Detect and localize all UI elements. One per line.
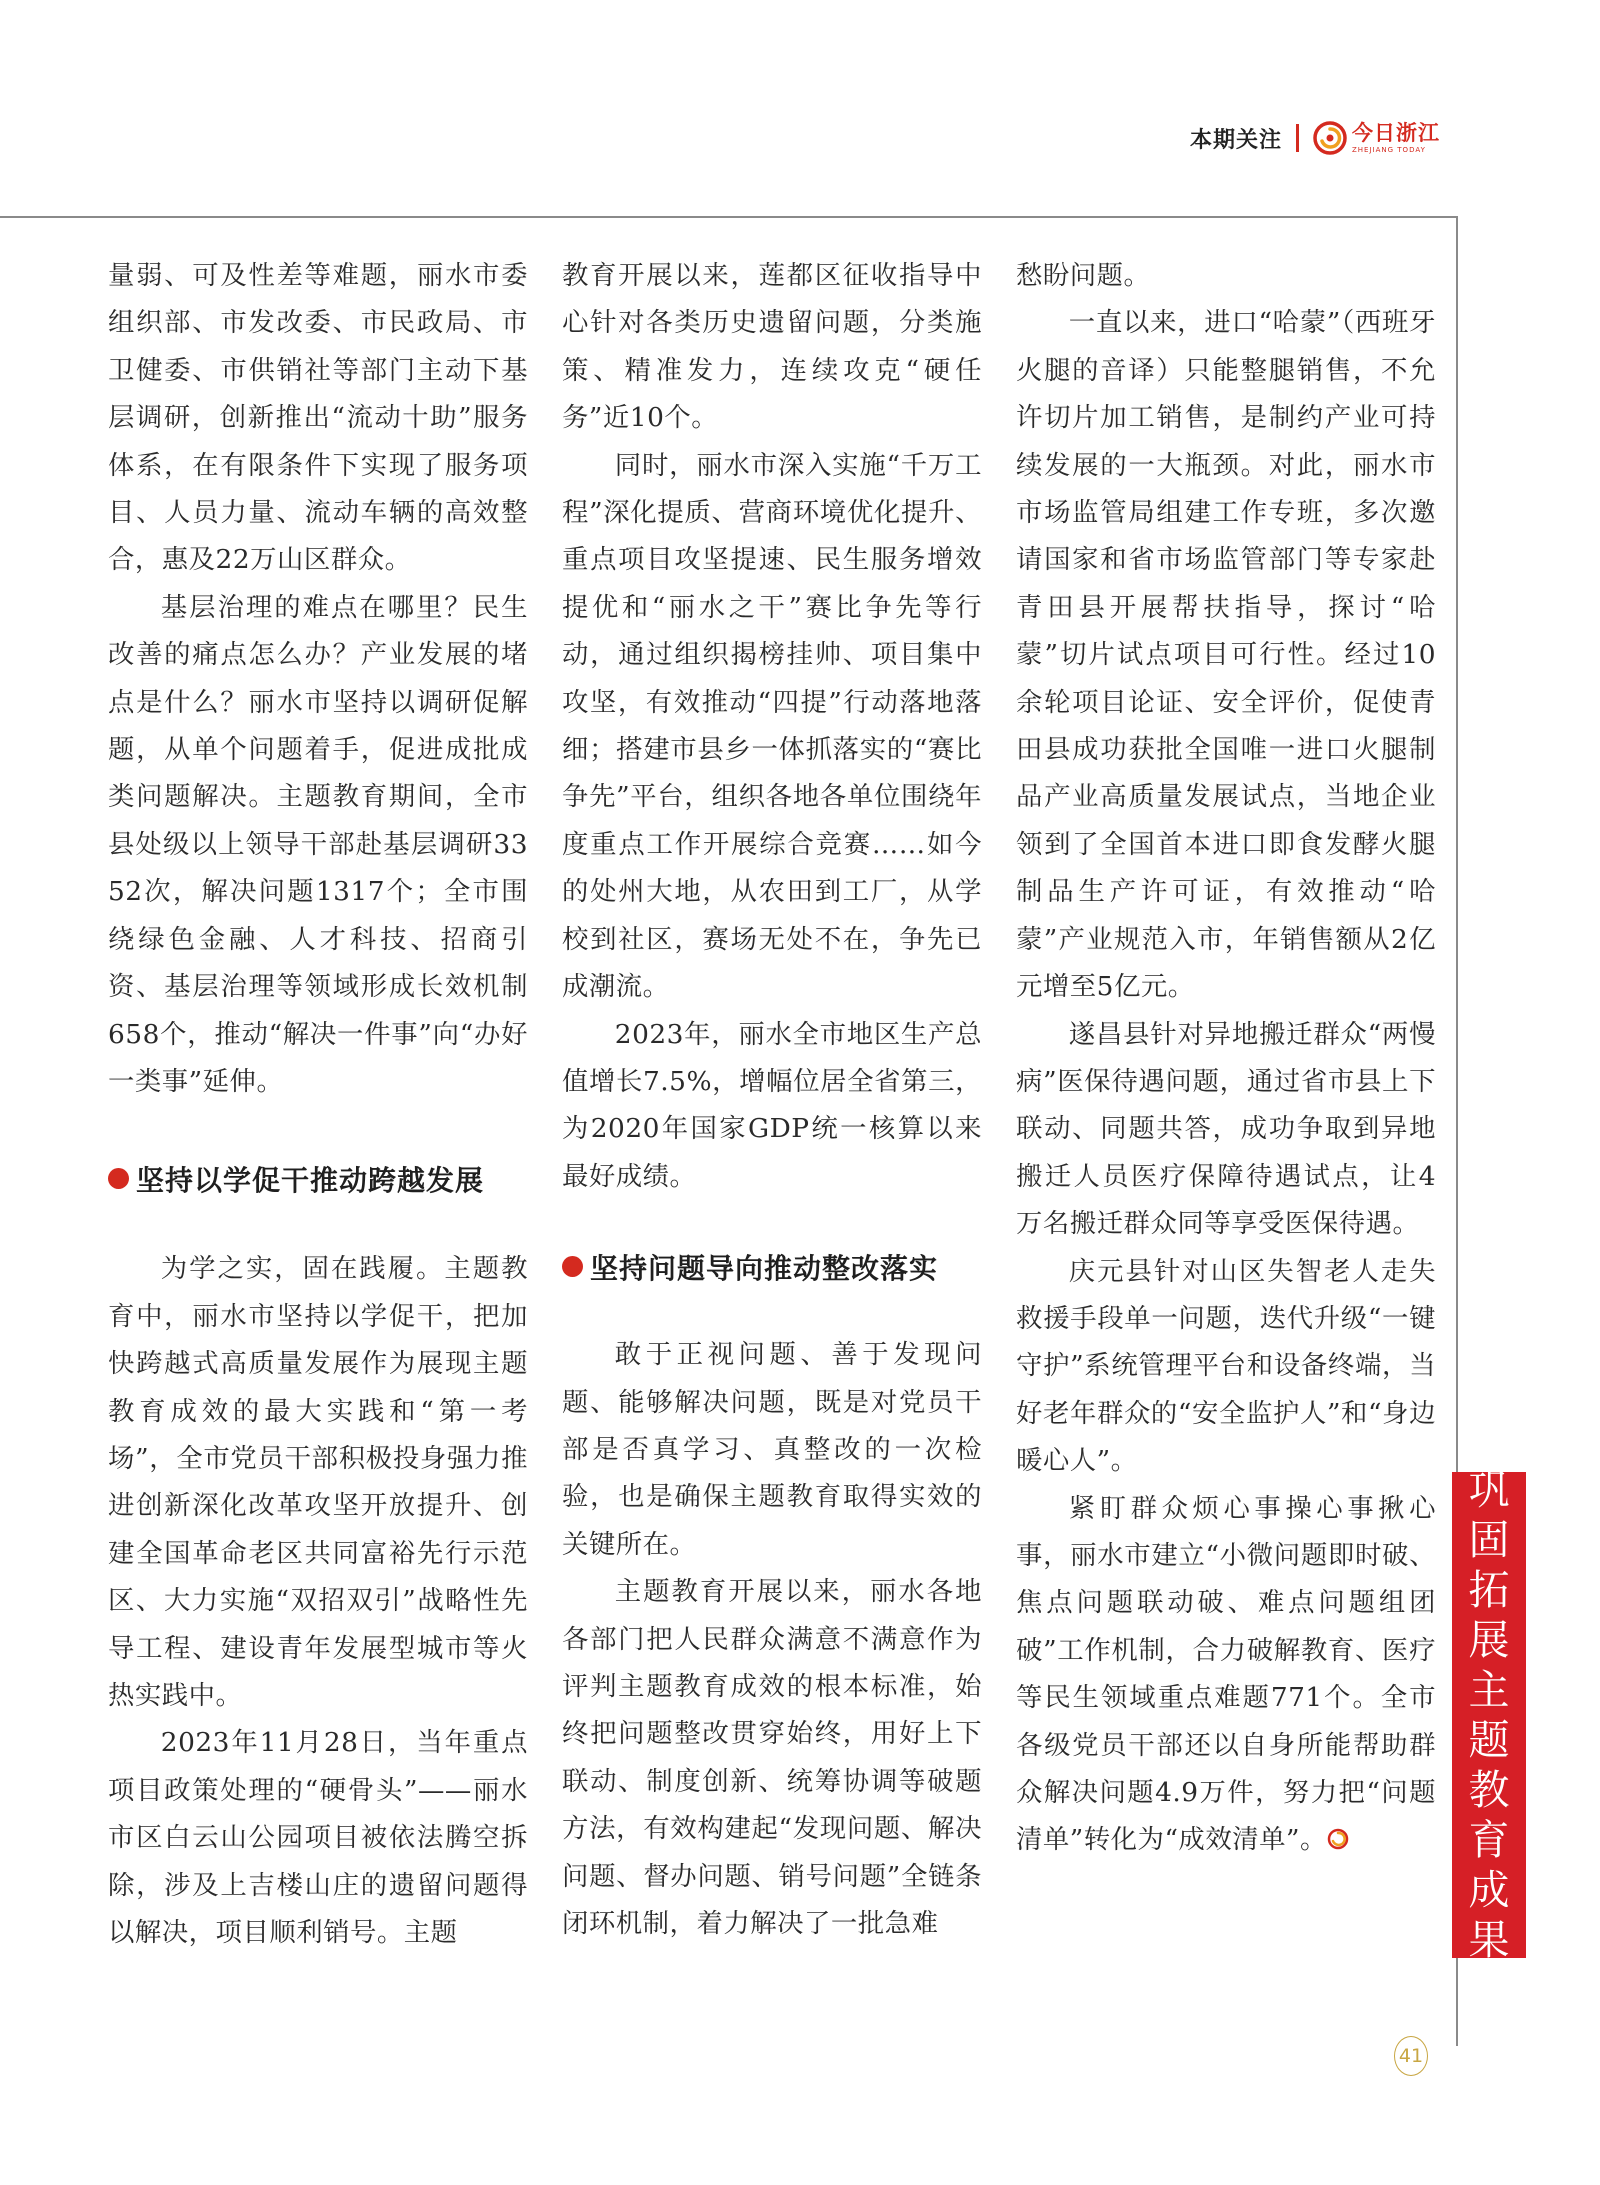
paragraph-text: 紧盯群众烦心事操心事揪心事，丽水市建立“小微问题即时破、焦点问题联动破、难点问题组团破”工作机制，合力破解教育、医疗等民生领域重点难题771个。全市各级党员干部还以自身所能帮助群众解决问题4.9万件，努力把“问题清单”转化为“成效清单”。: [1016, 1492, 1436, 1856]
banner-char: 教: [1468, 1766, 1510, 1814]
red-bullet-icon: [108, 1168, 129, 1189]
column-3: [1016, 252, 1436, 1864]
logo-text: 今日浙江: [1352, 120, 1440, 145]
banner-char: 展: [1468, 1616, 1510, 1664]
logo-swirl-icon: [1313, 121, 1347, 155]
paragraph: 遂昌县针对异地搬迁群众“两慢病”医保待遇问题，通过省市县上下联动、同题共答，成功争取到异地搬迁人员医疗保障待遇试点，让4万名搬迁群众同等享受医保待遇。: [1016, 1018, 1436, 1240]
end-mark-icon: [1327, 1828, 1349, 1850]
column-1: [108, 252, 528, 1956]
paragraph: 愁盼问题。: [1016, 260, 1151, 291]
logo-subtext: ZHEJIANG TODAY: [1352, 145, 1426, 154]
banner-char: 主: [1468, 1666, 1510, 1714]
section-heading-text: 坚持以学促干推动跨越发展: [136, 1163, 485, 1197]
page-number: 41: [1394, 2036, 1428, 2076]
banner-char: 成: [1468, 1866, 1510, 1914]
banner-char: 固: [1468, 1516, 1510, 1564]
column-2: [562, 252, 982, 1947]
paragraph: 2023年，丽水全市地区生产总值增长7.5%，增幅位居全省第三，为2020年国家GDP统一核算以来最好成绩。: [562, 1018, 982, 1192]
section-heading: [562, 1243, 982, 1290]
page-header: [1190, 118, 1440, 158]
paragraph: 庆元县针对山区失智老人走失救援手段单一问题，迭代升级“一键守护”系统管理平台和设备终端，当好老年群众的“安全监护人”和“身边暖心人”。: [1016, 1255, 1436, 1477]
paragraph: 主题教育开展以来，丽水各地各部门把人民群众满意不满意作为评判主题教育成效的根本标准，始终把问题整改贯穿始终，用好上下联动、制度创新、统筹协调等破题方法，有效构建起“发现问题、解决问题、督办问题、销号问题”全链条闭环机制，着力解决了一批急难: [562, 1576, 982, 1939]
header-divider: [1296, 124, 1299, 152]
magazine-logo: [1313, 121, 1440, 155]
paragraph: 同时，丽水市深入实施“千万工程”深化提质、营商环境优化提升、重点项目攻坚提速、民生服务增效提优和“丽水之干”赛比争先等行动，通过组织揭榜挂帅、项目集中攻坚，有效推动“四提”行动落地落细；搭建市县乡一体抓落实的“赛比争先”平台，组织各地各单位围绕年度重点工作开展综合竞赛……如今的处州大地，从农田到工厂，从学校到社区，赛场无处不在，争先已成潮流。: [562, 449, 982, 1003]
banner-char: 果: [1468, 1916, 1510, 1964]
banner-char: 育: [1468, 1816, 1510, 1864]
top-rule: [0, 216, 1457, 218]
banner-char: 拓: [1468, 1566, 1510, 1614]
paragraph: 为学之实，固在践履。主题教育中，丽水市坚持以学促干，把加快跨越式高质量发展作为展现主题教育成效的最大实践和“第一考场”，全市党员干部积极投身强力推进创新深化改革攻坚开放提升、创建全国革命老区共同富裕先行示范区、大力实施“双招双引”战略性先导工程、建设青年发展型城市等火热实践中。: [108, 1253, 528, 1711]
topic-banner: [1452, 1466, 1526, 1964]
section-heading: [108, 1155, 528, 1202]
paragraph: 基层治理的难点在哪里？民生改善的痛点怎么办？产业发展的堵点是什么？丽水市坚持以调研促解题，从单个问题着手，促进成批成类问题解决。主题教育期间，全市县处级以上领导干部赴基层调研3352次，解决问题1317个；全市围绕绿色金融、人才科技、招商引资、基层治理等领域形成长效机制658个，推动“解决一件事”向“办好一类事”延伸。: [108, 591, 528, 1097]
paragraph: 教育开展以来，莲都区征收指导中心针对各类历史遗留问题，分类施策、精准发力，连续攻克“硬任务”近10个。: [562, 260, 982, 434]
banner-char: 题: [1468, 1716, 1510, 1764]
paragraph: 一直以来，进口“哈蒙”（西班牙火腿的音译）只能整腿销售，不允许切片加工销售，是制约产业可持续发展的一大瓶颈。对此，丽水市市场监管局组建工作专班，多次邀请国家和省市场监管部门等专家赴青田县开展帮扶指导，探讨“哈蒙”切片试点项目可行性。经过10余轮项目论证、安全评价，促使青田县成功获批全国唯一进口火腿制品产业高质量发展试点，当地企业领到了全国首本进口即食发酵火腿制品生产许可证，有效推动“哈蒙”产业规范入市，年销售额从2亿元增至5亿元。: [1016, 307, 1436, 1003]
paragraph: 敢于正视问题、善于发现问题、能够解决问题，既是对党员干部是否真学习、真整改的一次检验，也是确保主题教育取得实效的关键所在。: [562, 1339, 982, 1560]
banner-char: 巩: [1468, 1466, 1510, 1514]
section-label: 本期关注: [1189, 127, 1282, 153]
section-heading-text: 坚持问题导向推动整改落实: [590, 1251, 939, 1285]
red-bullet-icon: [562, 1256, 583, 1277]
paragraph: [1016, 1485, 1436, 1864]
paragraph: 量弱、可及性差等难题，丽水市委组织部、市发改委、市民政局、市卫健委、市供销社等部门主动下基层调研，创新推出“流动十助”服务体系，在有限条件下实现了服务项目、人员力量、流动车辆的高效整合，惠及22万山区群众。: [108, 260, 528, 576]
paragraph: 2023年11月28日，当年重点项目政策处理的“硬骨头”——丽水市区白云山公园项目被依法腾空拆除，涉及上吉楼山庄的遗留问题得以解决，项目顺利销号。主题: [108, 1727, 528, 1948]
